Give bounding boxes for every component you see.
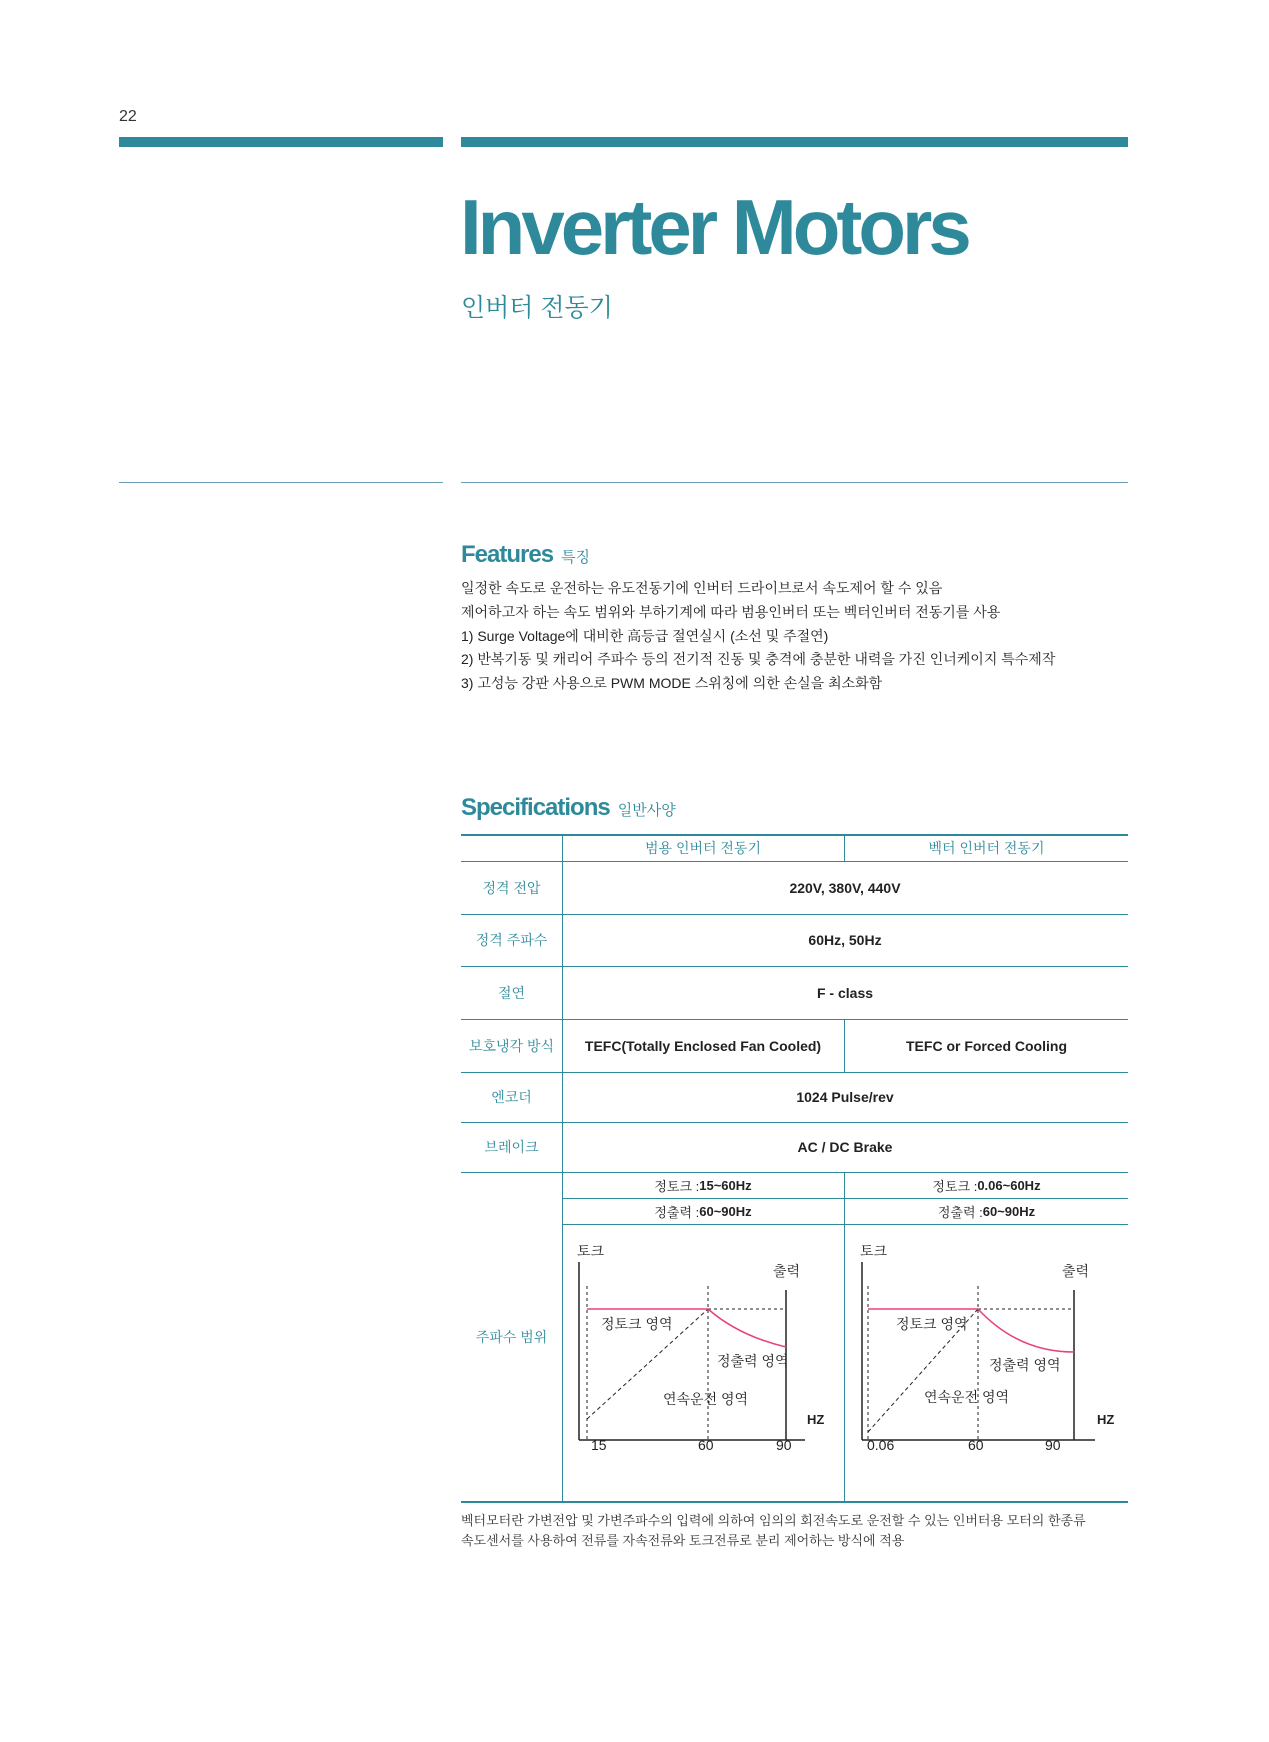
region-continuous-label: 연속운전 영역 [924,1389,1010,1405]
row-label-cooling: 보호냉각 방식 [468,1037,555,1054]
range-vector-torque-value: 0.06~60Hz [977,1177,1041,1193]
features-list [461,577,1055,696]
cooling-general-value: TEFC(Totally Enclosed Fan Cooled) [584,1037,822,1054]
chart-x-tick: 15 [591,1437,607,1453]
chart-y2-label: 출력 [773,1263,801,1279]
general-speed-torque-chart [567,1228,843,1498]
region-torque-label: 정토크 영역 [896,1316,968,1332]
chart-y-label: 토크 [577,1243,605,1259]
region-output-label: 정출력 영역 [717,1353,789,1369]
footnote [461,1511,1086,1551]
brake-value: AC / DC Brake [797,1139,893,1155]
features-heading-text: Features [461,541,554,568]
insulation-value: F - class [816,984,874,1001]
features-heading [461,541,590,569]
header-bar-left [119,137,443,147]
specifications-table [461,834,1128,1503]
voltage-value: 220V, 380V, 440V [789,879,901,896]
footnote-line: 벡터모터란 가변전압 및 가변주파수의 입력에 의하여 임의의 회전속도로 운전할 수 있는 인버터용 모터의 한종류 [461,1513,1086,1528]
range-vector-output [845,1198,1128,1224]
chart-x-tick: 60 [968,1437,984,1453]
range-general-output-value: 60~90Hz [699,1203,752,1219]
chart-x-tick: 90 [1045,1437,1061,1453]
range-general-torque-label: 정토크 : [654,1178,700,1194]
table-row-rule [562,1224,1128,1225]
header-bar-right [461,137,1128,147]
range-general-output-label: 정출력 : [654,1204,700,1220]
features-line: 3) 고성능 강판 사용으로 PWM MODE 스위칭에 의한 손실을 최소화함 [461,675,883,692]
footnote-line: 속도센서를 사용하여 전류를 자속전류와 토크전류로 분리 제어하는 방식에 적용 [461,1533,905,1548]
range-general-torque [562,1172,844,1198]
region-torque-label: 정토크 영역 [601,1316,673,1332]
region-output-label: 정출력 영역 [989,1357,1061,1373]
row-label-frequency: 정격 주파수 [475,932,548,948]
features-line: 1) Surge Voltage에 대비한 高등급 절연실시 (소선 및 주절연) [461,627,829,644]
page-number: 22 [119,108,137,125]
row-label-voltage: 정격 전압 [482,879,541,896]
chart-x-tick: 0.06 [867,1437,895,1453]
cooling-vector-value: TEFC or Forced Cooling [906,1037,1067,1054]
range-vector-output-value: 60~90Hz [982,1203,1036,1219]
col-header-vector: 벡터 인버터 전동기 [928,839,1045,856]
vector-speed-torque-chart [850,1228,1126,1498]
chart-x-label: HZ [1097,1412,1115,1427]
chart-y-label: 토크 [860,1243,888,1259]
range-vector-output-label: 정출력 : [937,1204,983,1220]
features-heading-sub: 특징 [561,549,591,566]
chart-x-label: HZ [807,1412,825,1427]
chart-x-tick: 60 [698,1437,714,1453]
encoder-value: 1024 Pulse/rev [796,1089,894,1105]
row-label-encoder: 엔코더 [491,1089,532,1105]
frequency-value: 60Hz, 50Hz [808,932,882,948]
specifications-heading-text: Specifications [461,794,610,821]
divider-right [461,482,1128,483]
region-continuous-label: 연속운전 영역 [663,1391,749,1407]
row-label-range: 주파수 범위 [475,1328,548,1345]
row-label-insulation: 절연 [497,984,526,1001]
row-label-brake: 브레이크 [484,1139,539,1155]
range-general-output [562,1198,844,1224]
features-line: 일정한 속도로 운전하는 유도전동기에 인버터 드라이브로서 속도제어 할 수 있음 [461,580,943,596]
specifications-heading [461,794,676,822]
features-line: 2) 반복기동 및 캐리어 주파수 등의 전기적 진동 및 충격에 충분한 내력을 가진 인너케이지 특수제작 [461,651,1056,668]
range-vector-torque [845,1172,1128,1198]
divider-left [119,482,443,483]
range-general-torque-value: 15~60Hz [699,1177,752,1193]
chart-y2-label: 출력 [1062,1263,1090,1279]
table-bottom-rule [461,1501,1128,1503]
page-subtitle: 인버터 전동기 [461,294,613,322]
chart-x-tick: 90 [776,1437,792,1453]
specifications-heading-sub: 일반사양 [617,802,676,819]
features-line: 제어하고자 하는 속도 범위와 부하기계에 따라 범용인버터 또는 벡터인버터 전동기를 사용 [461,603,1001,620]
range-vector-torque-label: 정토크 : [932,1178,978,1194]
page-title: Inverter Motors [460,183,968,271]
col-header-general: 범용 인버터 전동기 [645,839,761,856]
